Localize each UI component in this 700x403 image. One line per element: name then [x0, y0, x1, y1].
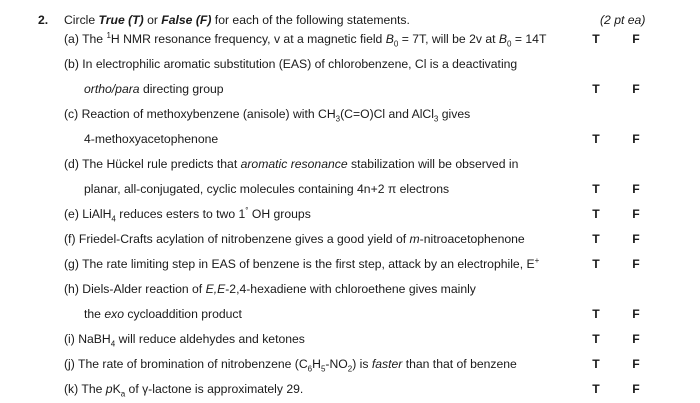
true-option-a[interactable]: T: [592, 32, 600, 46]
false-option-f[interactable]: F: [632, 232, 640, 246]
statement-b: (b) In electrophilic aromatic substitution (EAS) of chlorobenzene, Cl is a deactivating: [64, 57, 518, 71]
statement-c: (c) Reaction of methoxybenzene (anisole) with $CH_3(C=O)Cl$ and AlCl$_3$ gives: [64, 107, 471, 124]
points-label: (2 pt ea): [600, 13, 646, 27]
true-option-e[interactable]: T: [592, 207, 600, 221]
true-option-f[interactable]: T: [592, 232, 600, 246]
true-option-k[interactable]: T: [592, 382, 600, 396]
false-option-a[interactable]: F: [632, 32, 640, 46]
question-stem: Circle True (T) or False (F) for each of the following statements.: [64, 13, 410, 27]
true-option-c[interactable]: T: [592, 132, 600, 146]
statement-c-cont: 4-methoxyacetophenone: [84, 132, 219, 146]
false-option-k[interactable]: F: [632, 382, 640, 396]
true-option-i[interactable]: T: [592, 332, 600, 346]
statement-i: (i) NaBH$_4$ will reduce aldehydes and ketones: [64, 332, 305, 349]
false-option-d[interactable]: F: [632, 182, 640, 196]
statement-e: (e) LiAlH$_4$ reduces esters to two 1° OH groups: [64, 205, 311, 224]
statement-d: (d) The Hückel rule predicts that aromatic resonance stabilization will be observed in: [64, 157, 519, 171]
true-option-d[interactable]: T: [592, 182, 600, 196]
false-option-e[interactable]: F: [632, 207, 640, 221]
statement-a: (a) The $^1$H NMR resonance frequency, v at a magnetic field $B_0 = 7T$, will be 2v at $B_0 = 14T$: [64, 30, 547, 49]
statement-h-cont: the exo cycloaddition product: [84, 307, 242, 321]
false-option-i[interactable]: F: [632, 332, 640, 346]
statement-g: (g) The rate limiting step in EAS of benzene is the first step, attack by an electrophile, E+: [64, 255, 540, 271]
false-option-c[interactable]: F: [632, 132, 640, 146]
false-option-g[interactable]: F: [632, 257, 640, 271]
false-option-b[interactable]: F: [632, 82, 640, 96]
true-option-b[interactable]: T: [592, 82, 600, 96]
statement-h: (h) Diels-Alder reaction of E,E-2,4-hexadiene with chloroethene gives mainly: [64, 282, 476, 296]
statement-b-cont: ortho/para directing group: [84, 82, 224, 96]
statement-d-cont: planar, all-conjugated, cyclic molecules containing 4n+2 π electrons: [84, 182, 450, 196]
statement-f: (f) Friedel-Crafts acylation of nitrobenzene gives a good yield of m-nitroacetophenone: [64, 232, 525, 246]
true-option-g[interactable]: T: [592, 257, 600, 271]
true-option-h[interactable]: T: [592, 307, 600, 321]
false-option-h[interactable]: F: [632, 307, 640, 321]
question-number: 2.: [38, 13, 49, 27]
statement-j: (j) The rate of bromination of nitrobenzene $(C_6H_5-NO_2)$ is faster than that of benzene: [64, 357, 517, 374]
true-option-j[interactable]: T: [592, 357, 600, 371]
statement-k: (k) The $pK_a$ of γ-lactone is approximately 29.: [64, 382, 304, 399]
false-option-j[interactable]: F: [632, 357, 640, 371]
